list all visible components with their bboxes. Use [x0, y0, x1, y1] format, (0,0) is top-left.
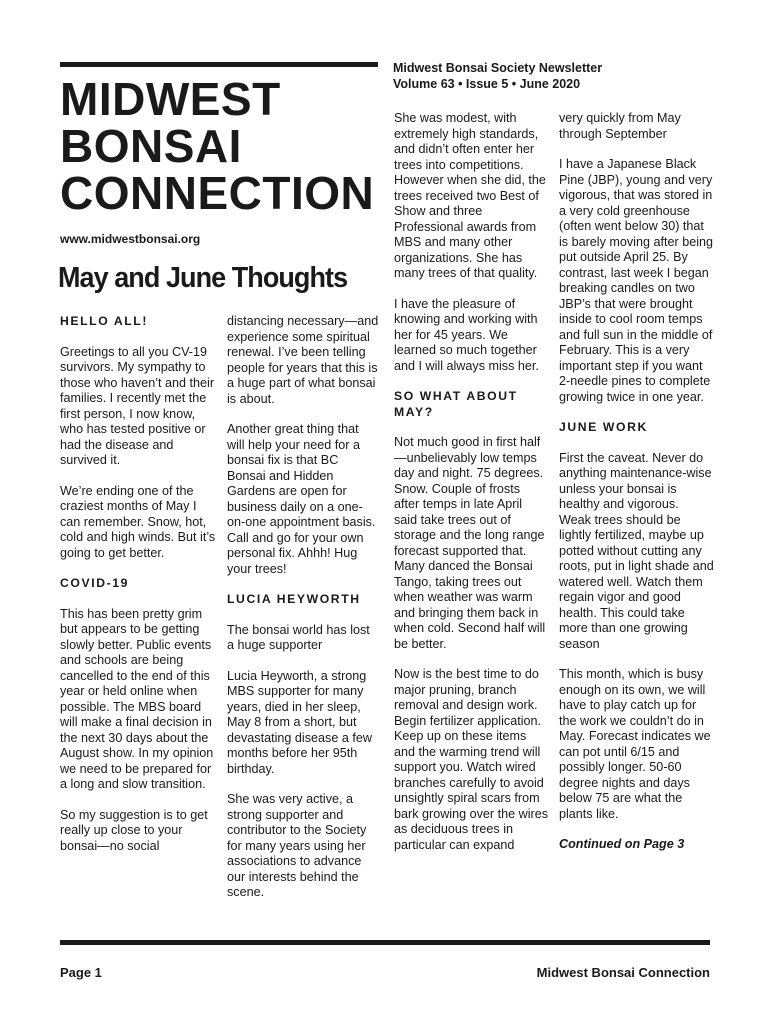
column-4 — [559, 111, 714, 868]
column-2 — [227, 314, 379, 916]
heading-hello-all: HELLO ALL! — [60, 314, 148, 328]
column-3 — [394, 111, 548, 868]
paragraph: Now is the best time to do major pruning, branch removal and design work. Begin fertilizer application. Keep up on these items and the warming trend will support you. Watch wired branches carefully to avoid unsightly spiral scars from bark growing over the wires as deciduous trees in particular can expand — [394, 667, 548, 852]
heading-lucia-heyworth: LUCIA HEYWORTH — [227, 592, 361, 606]
paragraph: Lucia Heyworth, a strong MBS supporter for many years, died in her sleep, May 8 from a short, but devastating disease a few months before her 95th birthday. — [227, 668, 372, 776]
newsletter-name: Midwest Bonsai Society Newsletter — [393, 61, 603, 75]
paragraph: We’re ending one of the craziest months of May I can remember. Snow, hot, cold and high winds. But it’s going to get better. — [60, 483, 216, 560]
paragraph: very quickly from May through September — [559, 111, 681, 141]
paragraph: This month, which is busy enough on its own, we will have to play catch up for the work we couldn’t do in May. Forecast indicates we can pot until 6/15 and possibly longer. 50-60 degree nights and days below 75 are what the plants like. — [559, 667, 711, 821]
continued-link[interactable]: Continued on Page 3 — [559, 837, 685, 851]
paragraph: Greetings to all you CV-19 survivors. My sympathy to those who haven’t and their families. I recently met the first person, I now know, who has tested positive or had the disease and survived it. — [60, 344, 215, 467]
masthead-line-3: CONNECTION — [60, 167, 375, 219]
masthead-line-2: BONSAI — [60, 120, 242, 172]
paragraph: Another great thing that will help your need for a bonsai fix is that BC Bonsai and Hidden Gardens are open for business daily on a one-on-one appointment basis. Call and go for your own personal fix. Ahhh! Hug your trees! — [227, 422, 376, 576]
newsletter-header — [393, 60, 602, 92]
heading-so-what-about-may: SO WHAT ABOUT MAY? — [394, 389, 518, 419]
footer-publication: Midwest Bonsai Connection — [536, 965, 710, 980]
paragraph: I have a Japanese Black Pine (JBP), young and very vigorous, that was stored in a very cold greenhouse (often went below 30) that is barely moving after being put outside April 25. By contrast, last week I began breaking candles on two JBP’s that were brought inside to cool room temps and full sun in the middle of February. This is a very important step if you want 2-needle pines to complete growing twice in one year. — [559, 157, 714, 404]
heading-covid: COVID-19 — [60, 576, 130, 590]
paragraph: I have the pleasure of knowing and working with her for 45 years. We learned so much together and I will always miss her. — [394, 296, 539, 373]
paragraph: She was modest, with extremely high standards, and didn’t often enter her trees into competitions. However when she did, the trees received two Best of Show and three Professional awards from MBS and many other organizations. She has many trees of that quality. — [394, 111, 546, 280]
paragraph: She was very active, a strong supporter and contributor to the Society for many years using her associations to advance our interests behind the scene. — [227, 792, 367, 899]
paragraph: Not much good in first half—unbelievably low temps day and night. 75 degrees. Snow. Couple of frosts after temps in late April said take trees out of storage and the long range forecast supported that. Many danced the Bonsai Tango, taking trees out when weather was warm and bringing them back in when cold. Second half will be better. — [394, 435, 546, 651]
paragraph: distancing necessary—and experience some spiritual renewal. I’ve been telling people for years that this is a huge part of what bonsai is about. — [227, 314, 379, 406]
newsletter-issue: Volume 63 • Issue 5 • June 2020 — [393, 77, 581, 91]
page-number: Page 1 — [60, 965, 102, 980]
paragraph: The bonsai world has lost a huge supporter — [227, 622, 370, 652]
paragraph: So my suggestion is to get really up close to your bonsai—no social — [60, 807, 208, 853]
website-link[interactable]: www.midwestbonsai.org — [60, 232, 201, 246]
masthead-line-1: MIDWEST — [60, 73, 281, 125]
paragraph: This has been pretty grim but appears to be getting slowly better. Public events and schools are being cancelled to the end of this year or held online when possible. The MBS board will make a final decision in the next 30 days about the August show. In my opinion we need to be prepared for a long and slow transition. — [60, 606, 214, 791]
paragraph: First the caveat. Never do anything maintenance-wise unless your bonsai is healthy and vigorous. Weak trees should be lightly fertilized, maybe up potted without cutting any roots, put in light shade and watered well. Watch them regain vigor and good health. This could take more than one growing season — [559, 450, 714, 651]
column-1 — [60, 314, 216, 869]
top-rule — [60, 62, 378, 67]
bottom-rule — [60, 940, 710, 945]
section-title: May and June Thoughts — [58, 262, 348, 294]
masthead — [60, 73, 390, 219]
heading-june-work: JUNE WORK — [559, 420, 648, 434]
